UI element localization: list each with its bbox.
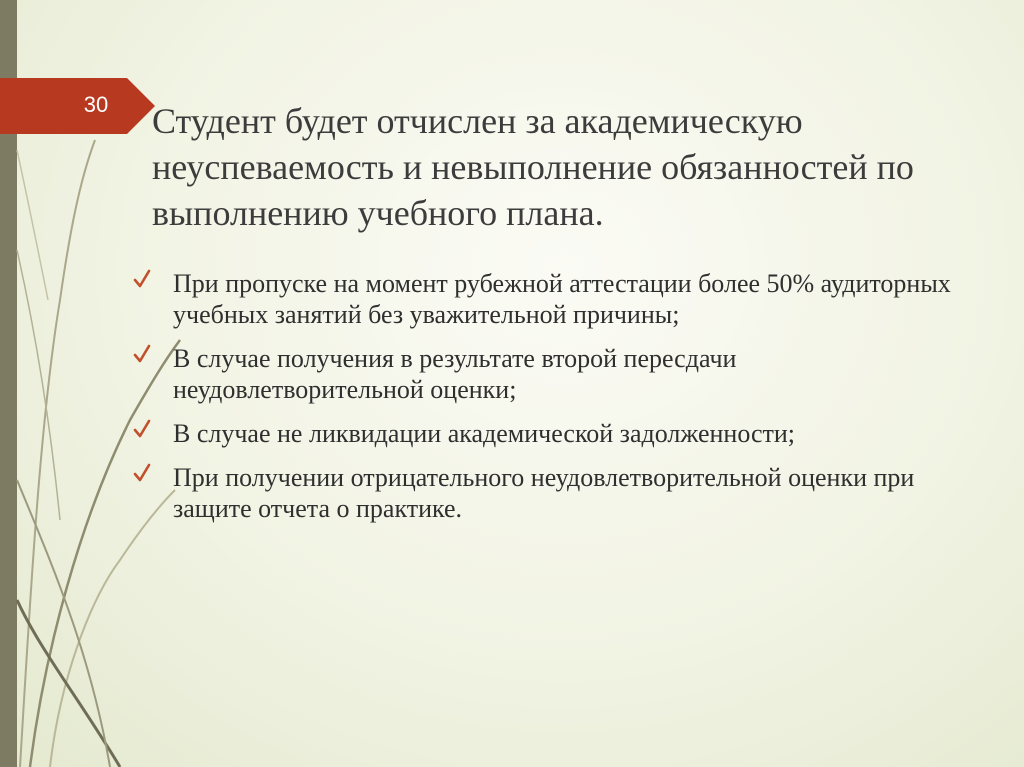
bullet-text: При получении отрицательного неудовлетворительной оценки при защите отчета о практике. xyxy=(173,463,915,523)
bullet-text: При пропуске на момент рубежной аттестации более 50% аудиторных учебных занятий без уважительной причины; xyxy=(173,269,951,329)
checkmark-icon xyxy=(133,419,151,439)
bullet-text: В случае получения в результате второй пересдачи неудовлетворительной оценки; xyxy=(173,344,737,404)
list-item xyxy=(133,462,953,524)
list-item xyxy=(133,268,953,330)
slide-number: 30 xyxy=(83,92,109,117)
list-item xyxy=(133,418,953,449)
checkmark-icon xyxy=(133,344,151,364)
slide-number-badge xyxy=(0,78,155,134)
checkmark-icon xyxy=(133,269,151,289)
bullet-list xyxy=(133,268,953,537)
list-item xyxy=(133,343,953,405)
slide-title: Студент будет отчислен за академическую неуспеваемость и невыполнение обязанностей по выполнению учебного плана. xyxy=(152,101,914,233)
bullet-text: В случае не ликвидации академической задолженности; xyxy=(173,419,796,448)
checkmark-icon xyxy=(133,463,151,483)
